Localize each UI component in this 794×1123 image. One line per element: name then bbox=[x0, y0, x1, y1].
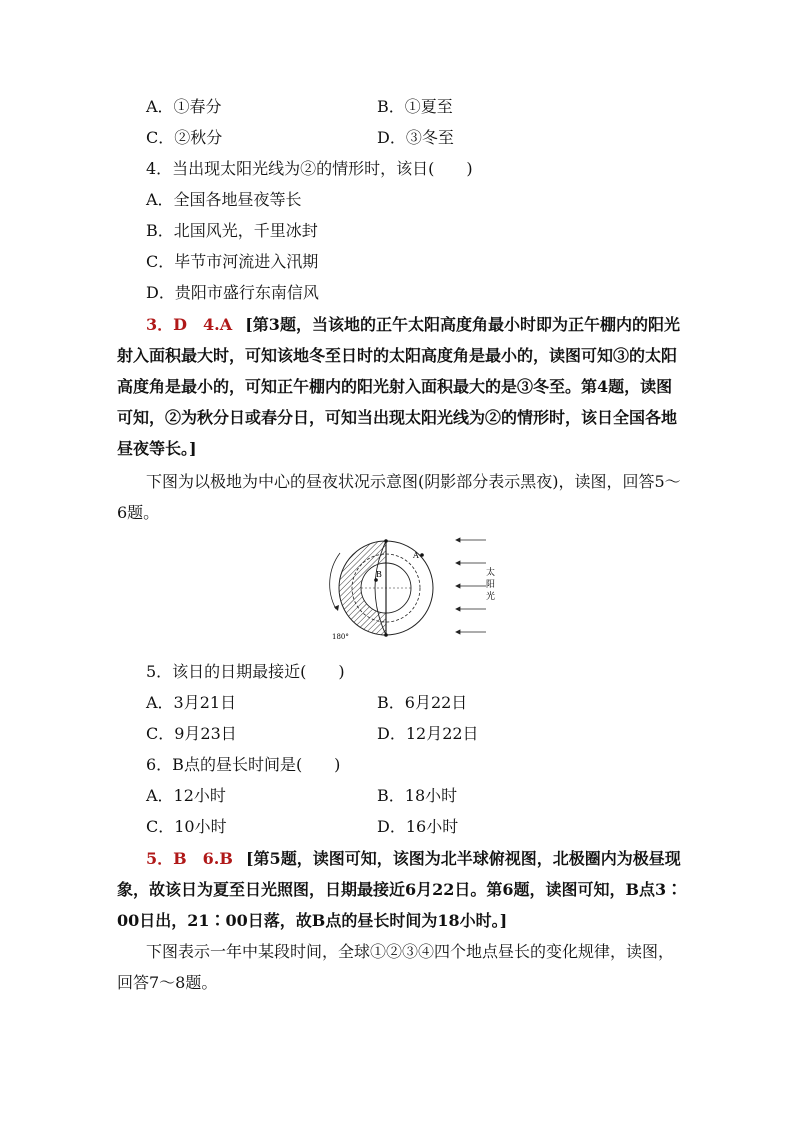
polar-day-night-diagram bbox=[326, 531, 496, 646]
q5-option-d: D．12月22日 bbox=[377, 724, 479, 743]
sunlight-arrows bbox=[456, 538, 486, 634]
intro-5-6-line2: 6题。 bbox=[117, 503, 160, 522]
answer-5-6-line3: 00日出，21∶00日落，故B点的昼长时间为18小时。] bbox=[117, 911, 508, 930]
q5-option-c: C．9月23日 bbox=[146, 724, 237, 743]
q6-option-d: D．16小时 bbox=[377, 817, 459, 836]
sun-label-3: 光 bbox=[486, 592, 496, 602]
sun-label-2: 阳 bbox=[486, 580, 496, 590]
intro-7-8-line2: 回答7～8题。 bbox=[117, 973, 218, 992]
answer-5-6-line1 bbox=[146, 849, 681, 869]
answer-3-4-line3: 高度角是最小的，可知正午棚内的阳光射入面积最大的是③冬至。第4题，读图 bbox=[117, 377, 673, 396]
q5-option-a: A．3月21日 bbox=[146, 693, 237, 712]
rotation-arrow-icon bbox=[330, 553, 340, 609]
point-a bbox=[420, 553, 424, 557]
q5-option-b: B．6月22日 bbox=[377, 693, 468, 712]
q5-stem: 5．该日的日期最接近( ) bbox=[146, 662, 345, 681]
answer-5-6-line2: 象，故该日为夏至日光照图，日期最接近6月22日。第6题，读图可知，B点3∶ bbox=[117, 880, 683, 899]
q6-option-c: C．10小时 bbox=[146, 817, 227, 836]
q3-option-a: A．①春分 bbox=[146, 97, 222, 116]
q4-option-a: A．全国各地昼夜等长 bbox=[146, 190, 302, 209]
q3-option-d: D．③冬至 bbox=[377, 128, 454, 147]
label-180: 180° bbox=[332, 633, 349, 641]
q3-option-b: B．①夏至 bbox=[377, 97, 453, 116]
answer-key-3-4: 3．D 4.A bbox=[146, 315, 233, 334]
answer-3-4-line2: 射入面积最大时，可知该地冬至日时的太阳高度角是最小的，读图可知③的太阳 bbox=[117, 346, 678, 365]
bottom-point bbox=[384, 633, 388, 637]
label-a: A bbox=[413, 551, 419, 560]
answer-3-4-line5: 昼夜等长。] bbox=[117, 439, 197, 458]
intro-5-6-line1: 下图为以极地为中心的昼夜状况示意图(阴影部分表示黑夜)，读图，回答5～ bbox=[146, 472, 681, 491]
q4-stem: 4．当出现太阳光线为②的情形时，该日( ) bbox=[146, 159, 473, 178]
q6-option-b: B．18小时 bbox=[377, 786, 458, 805]
answer-key-5-6: 5．B 6.B bbox=[146, 849, 233, 868]
q6-option-a: A．12小时 bbox=[146, 786, 226, 805]
top-point bbox=[384, 539, 388, 543]
answer-text: [第3题，当该地的正午太阳高度角最小时即为正午棚内的阳光 bbox=[245, 315, 680, 334]
label-b: B bbox=[376, 570, 382, 579]
q3-option-c: C．②秋分 bbox=[146, 128, 223, 147]
q4-option-c: C．毕节市河流进入汛期 bbox=[146, 252, 319, 271]
sun-label-1: 太 bbox=[486, 568, 496, 578]
q6-stem: 6．B点的昼长时间是( ) bbox=[146, 755, 341, 774]
answer-3-4-line1 bbox=[146, 315, 680, 335]
answer-text: [第5题，读图可知，该图为北半球俯视图，北极圈内为极昼现 bbox=[245, 849, 681, 868]
answer-3-4-line4: 可知，②为秋分日或春分日，可知当出现太阳光线为②的情形时，该日全国各地 bbox=[117, 408, 678, 427]
intro-7-8-line1: 下图表示一年中某段时间，全球①②③④四个地点昼长的变化规律，读图， bbox=[146, 942, 675, 961]
q4-option-b: B．北国风光，千里冰封 bbox=[146, 221, 318, 240]
q4-option-d: D．贵阳市盛行东南信风 bbox=[146, 283, 319, 302]
